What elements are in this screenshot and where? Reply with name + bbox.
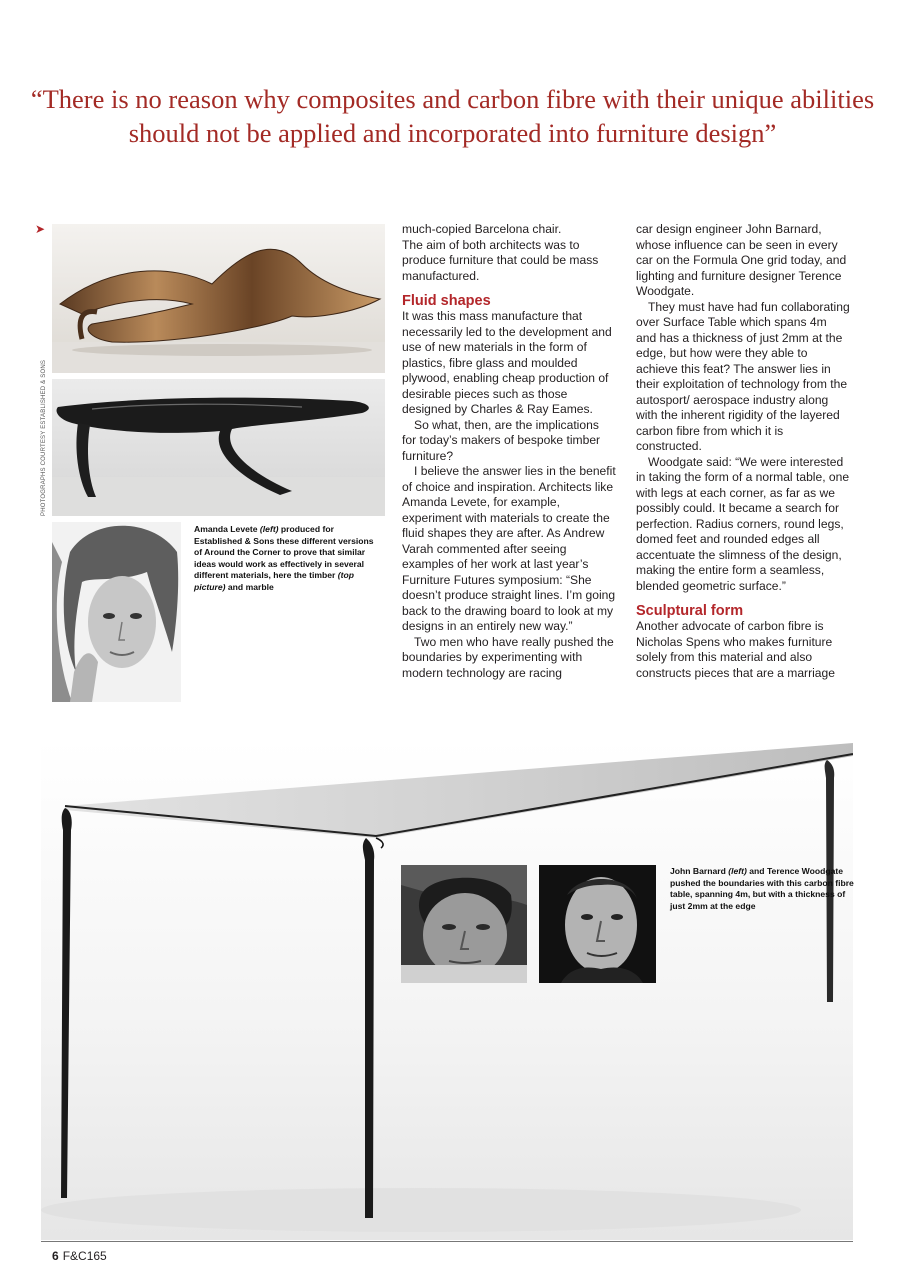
paragraph: So what, then, are the implications for today’s makers of bespoke timber furniture? (402, 417, 601, 463)
paragraph: Woodgate said: “We were interested in taking the form of a normal table, one with legs at each corner, as far as we possibly could. It became a search for perfection. Radius corners, round legs, domed feet and rounded edges all accentuate the slimness of the design, making the entire form a seamless, blended geometric surface.” (636, 454, 850, 593)
paragraph: I believe the answer lies in the benefit of choice and inspiration. Architects like Amanda Levete, for example, experiment with materials to create the fluid shapes they are after. As Andrew Varah commented after seeing examples of her work at last year’s Furniture Futures symposium: “She doesn’t produce straight lines. I’m going back to the drawing board to look at my designs in an entirely new way.” (402, 464, 616, 633)
barnard-caption: John Barnard (left) and Terence Woodgate pushed the boundaries with this carbon fibre table, spanning 4m, but with a thickness of just 2mm at the edge (670, 866, 854, 911)
paragraph: much-copied Barcelona chair. (402, 222, 562, 236)
timber-bench-photo (52, 224, 385, 373)
amanda-levete-portrait (52, 522, 181, 702)
paragraph: Another advocate of carbon fibre is Nicholas Spens who makes furniture solely from this material and also constructs pieces that are a marriage (636, 619, 835, 680)
carbon-fibre-table-photo (41, 740, 853, 1240)
paragraph: The aim of both architects was to produce furniture that could be mass manufactured. (402, 237, 599, 283)
marble-bench-photo (52, 379, 385, 516)
subheading-sculptural-form: Sculptural form (636, 603, 744, 619)
body-column-2 (636, 222, 850, 681)
pull-quote: “There is no reason why composites and carbon fibre with their unique abilities should not be applied and incorporated into furniture design” (30, 84, 875, 148)
terence-woodgate-portrait (539, 865, 656, 983)
subheading-fluid-shapes: Fluid shapes (402, 293, 491, 309)
john-barnard-portrait (401, 865, 527, 983)
page-number: 6 (52, 1249, 59, 1263)
paragraph: They must have had fun collaborating over Surface Table which spans 4m and has a thickness of just 2mm at the edge, but how were they able to achieve this feat? The answer lies in their exploitation of technology from the autosport/ aerospace industry along with the inherent rigidity of the layered carbon fibre from which it is constructed. (636, 299, 850, 453)
paragraph: Two men who have really pushed the boundaries by experimenting with modern technology are racing (402, 634, 614, 680)
page-footer (52, 1249, 107, 1263)
photo-credit: PHOTOGRAPHS COURTESY ESTABLISHED & SONS (41, 359, 47, 516)
levete-caption: Amanda Levete (left) produced for Established & Sons these different versions of Around the Corner to prove that similar ideas would work as effectively in several different materials, here the timber (top picture) and marble (194, 524, 374, 592)
paragraph: It was this mass manufacture that necessarily led to the development and use of new materials in the form of plastics, fibre glass and moulded plywood, enabling cheap production of desirable pieces such as those designed by Charles & Ray Eames. (402, 309, 612, 416)
issue-label: F&C165 (62, 1249, 107, 1263)
section-arrow-icon: ➤ (35, 222, 46, 236)
paragraph: car design engineer John Barnard, whose influence can be seen in every car on the Formula One grid today, and lighting and furniture designer Terence Woodgate. (636, 222, 847, 298)
body-column-1 (402, 222, 616, 681)
footer-rule (41, 1241, 853, 1242)
